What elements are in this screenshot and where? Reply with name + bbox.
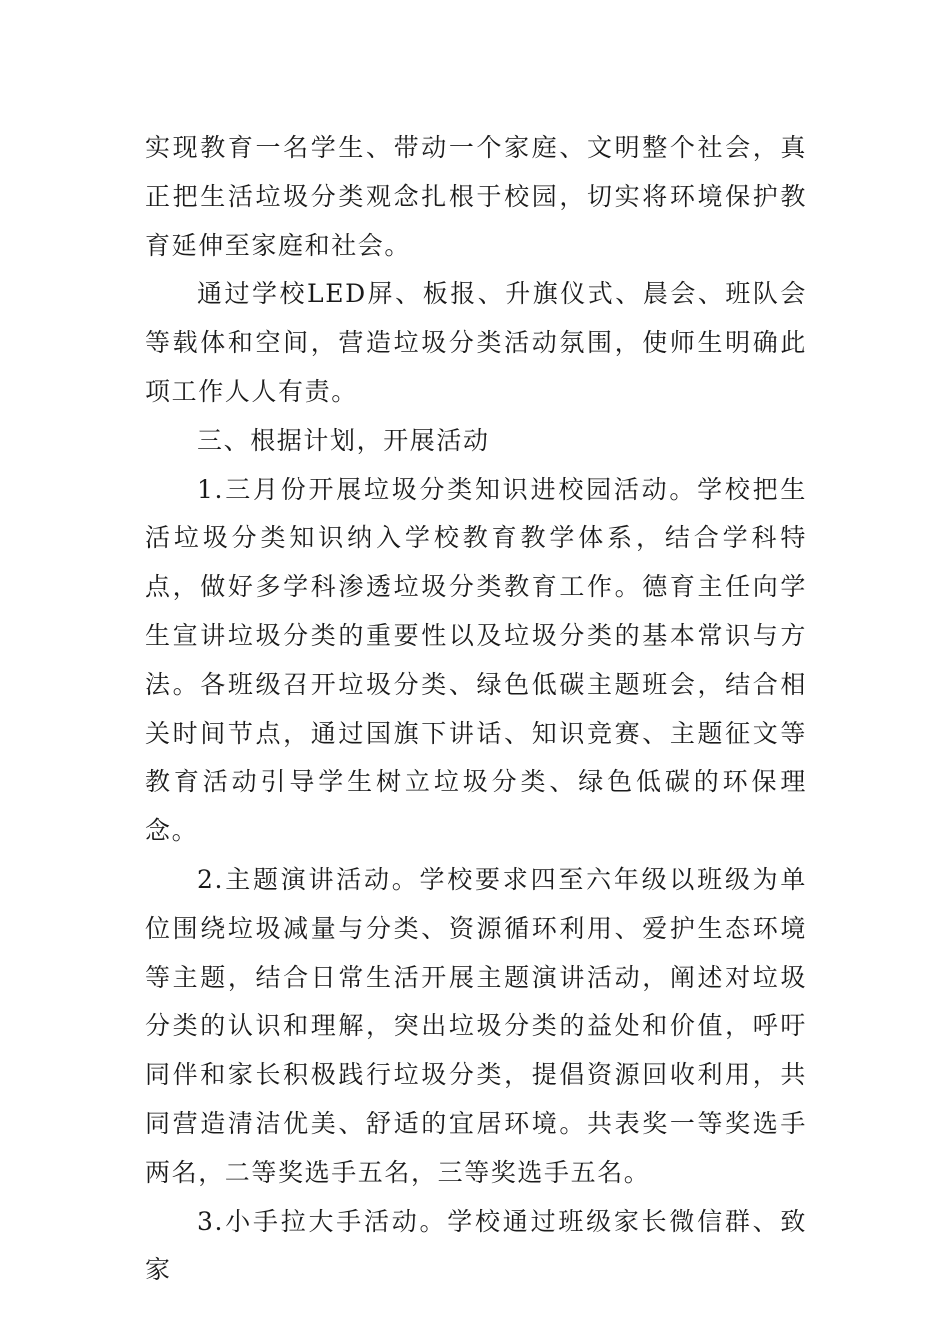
section-heading: 三、根据计划，开展活动	[197, 425, 490, 455]
paragraph-publicity: 通过学校LED屏、板报、升旗仪式、晨会、班队会等载体和空间，营造垃圾分类活动氛围，使师生明确此项工作人人有责。	[145, 279, 807, 406]
document-body	[145, 124, 807, 1295]
paragraph-item-1: 1.三月份开展垃圾分类知识进校园活动。学校把生活垃圾分类知识纳入学校教育教学体系，结合学科特点，做好多学科渗透垃圾分类教育工作。德育主任向学生宣讲垃圾分类的重要性以及垃圾分类的基本常识与方法。各班级召开垃圾分类、绿色低碳主题班会，结合相关时间节点，通过国旗下讲话、知识竞赛、主题征文等教育活动引导学生树立垃圾分类、绿色低碳的环保理念。	[145, 474, 807, 846]
paragraph-item-3: 3.小手拉大手活动。学校通过班级家长微信群、致家	[145, 1206, 807, 1285]
paragraph-item-2: 2.主题演讲活动。学校要求四至六年级以班级为单位围绕垃圾减量与分类、资源循环利用、爱护生态环境等主题，结合日常生活开展主题演讲活动，阐述对垃圾分类的认识和理解，突出垃圾分类的益处和价值，呼吁同伴和家长积极践行垃圾分类，提倡资源回收利用，共同营造清洁优美、舒适的宜居环境。共表奖一等奖选手两名，二等奖选手五名，三等奖选手五名。	[145, 864, 807, 1187]
paragraph-continuation: 实现教育一名学生、带动一个家庭、文明整个社会，真正把生活垃圾分类观念扎根于校园，切实将环境保护教育延伸至家庭和社会。	[145, 133, 807, 260]
